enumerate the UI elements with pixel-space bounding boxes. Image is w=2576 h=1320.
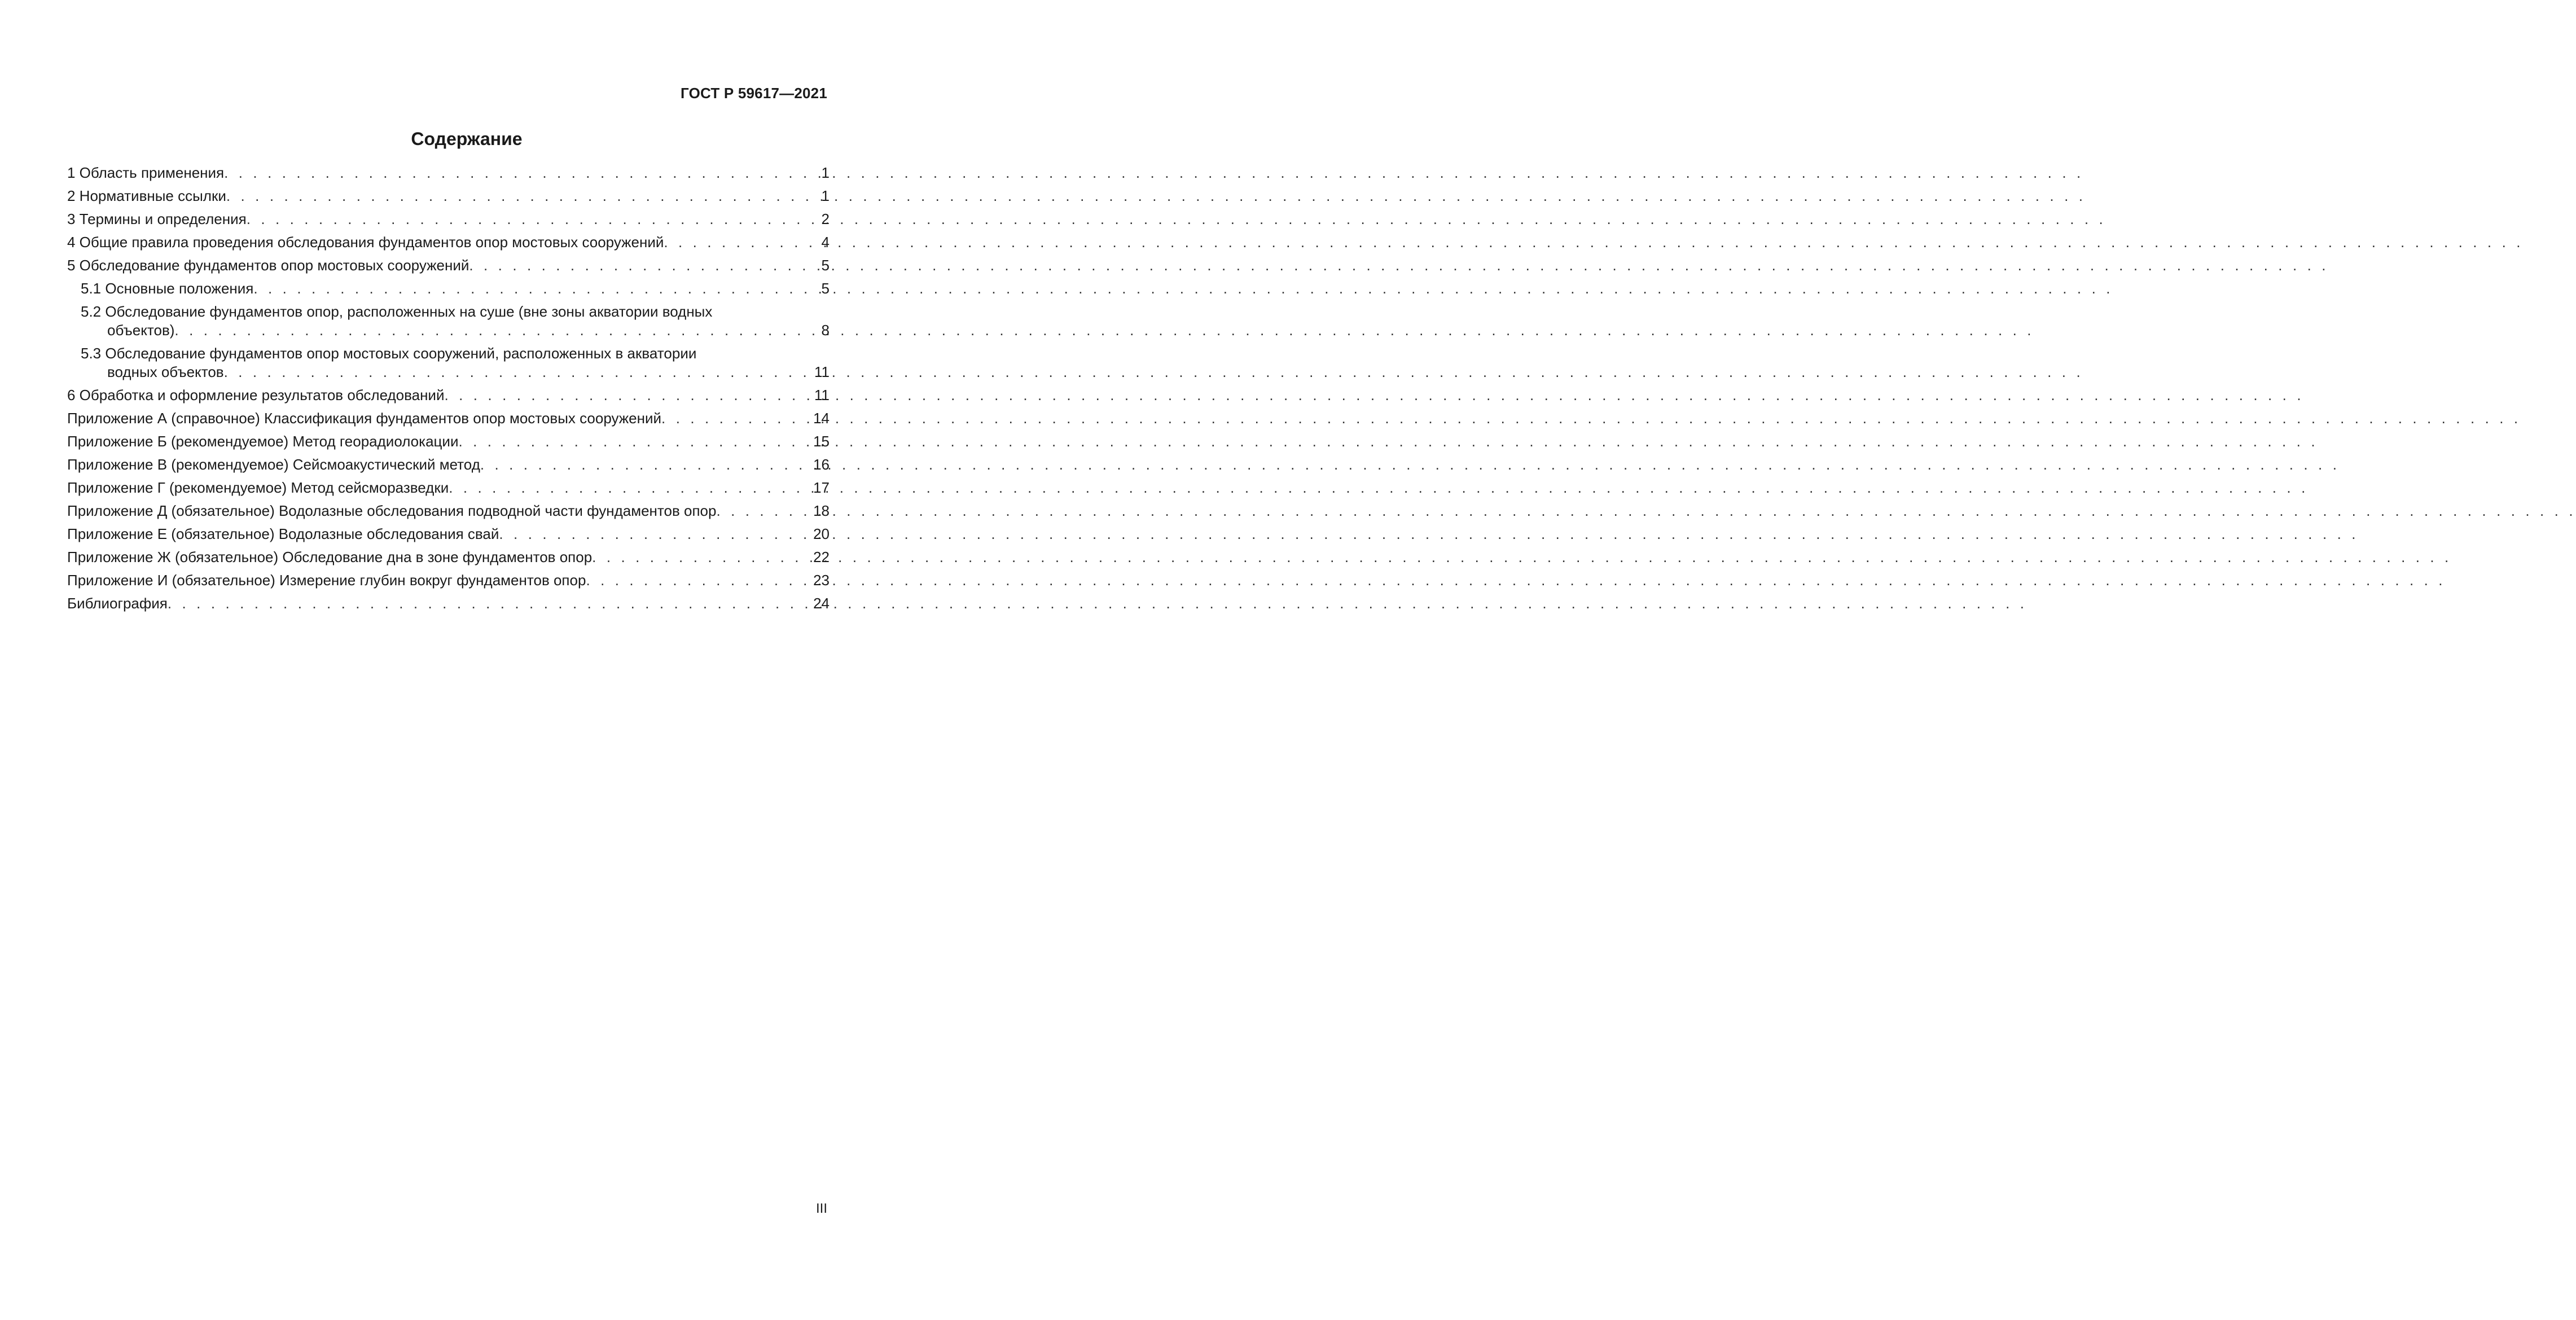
toc-entry-line: [67, 187, 830, 205]
toc-entry-line: [81, 344, 830, 363]
toc-entry-page-number: 5: [821, 257, 830, 274]
dot-leader: [247, 210, 820, 229]
toc-entry[interactable]: [67, 302, 830, 340]
dot-leader: [499, 525, 812, 543]
toc-entry-line: [67, 525, 830, 543]
toc-entry-page-number: 16: [813, 456, 830, 473]
toc-entry-continuation: [81, 321, 830, 340]
toc-entry-label: 5.3 Обследование фундаментов опор мостовых сооружений, расположенных в акватории: [81, 345, 697, 362]
toc-entry-line: [67, 210, 830, 229]
toc-entry[interactable]: [67, 409, 830, 428]
toc-entry[interactable]: [67, 548, 830, 567]
toc-entry-page-number: 17: [813, 479, 830, 496]
toc-entry-line: [67, 571, 830, 590]
toc-entry-line: [67, 409, 830, 428]
toc-entry-label: Приложение В (рекомендуемое) Сейсмоакустический метод: [67, 456, 480, 473]
dot-leader: [586, 571, 812, 590]
toc-entry-continuation: [81, 363, 830, 381]
toc-entry-page-number: 4: [821, 234, 830, 251]
toc-entry[interactable]: [67, 525, 830, 543]
toc-entry-line: [81, 279, 830, 298]
toc-entry-label: 5 Обследование фундаментов опор мостовых сооружений: [67, 257, 469, 274]
toc-entry-text: [67, 432, 830, 451]
toc-entry-page-number: 1: [821, 164, 830, 181]
toc-entry[interactable]: [67, 187, 830, 205]
dot-leader: [224, 363, 813, 381]
toc-entry-page-number: 23: [813, 572, 830, 589]
toc-entry-label: 6 Обработка и оформление результатов обследований: [67, 387, 445, 404]
toc-entry[interactable]: [67, 479, 830, 497]
dot-leader: [716, 502, 812, 520]
toc-entry[interactable]: [67, 455, 830, 474]
dot-leader: [661, 409, 812, 428]
dot-leader: [168, 594, 812, 613]
dot-leader: [174, 321, 820, 340]
toc-entry-page-number: 15: [813, 433, 830, 450]
page-number: III: [815, 1201, 827, 1216]
toc-entry-page-number: 1: [821, 187, 830, 204]
dot-leader: [444, 386, 813, 405]
toc-entry-line: [81, 302, 830, 321]
toc-entry-label: 2 Нормативные ссылки: [67, 187, 226, 204]
toc-entry-text: [81, 344, 830, 381]
toc-entry[interactable]: [67, 502, 830, 520]
toc-entry-page-number: 14: [813, 410, 830, 427]
toc-entry-line: [67, 455, 830, 474]
toc-entry[interactable]: [67, 210, 830, 229]
toc-entry-label: Приложение Б (рекомендуемое) Метод георадиолокации: [67, 433, 459, 450]
toc-entry[interactable]: [67, 594, 830, 613]
toc-entry-text: [67, 164, 830, 182]
dot-leader: [469, 256, 820, 275]
dot-leader: [224, 164, 820, 182]
toc-entry-page-number: 11: [814, 363, 830, 380]
toc-entry-text: [67, 525, 830, 543]
toc-entry-text: [81, 279, 830, 298]
toc-entry[interactable]: [67, 432, 830, 451]
toc-entry-label: Приложение И (обязательное) Измерение глубин вокруг фундаментов опор: [67, 572, 586, 589]
toc-entry-label: 5.2 Обследование фундаментов опор, расположенных на суше (вне зоны акватории водных: [81, 303, 713, 320]
toc-entry-label: Приложение Г (рекомендуемое) Метод сейсморазведки: [67, 479, 449, 496]
toc-entry-text: [67, 386, 830, 405]
toc-entry-line: [67, 386, 830, 405]
toc-entry[interactable]: [67, 256, 830, 275]
toc-entry-page-number: 11: [814, 387, 830, 404]
toc-entry-label: 5.1 Основные положения: [81, 280, 254, 297]
dot-leader: [449, 479, 812, 497]
toc-entry-text: [81, 302, 830, 340]
table-of-contents: [67, 164, 830, 617]
toc-entry-text: [67, 210, 830, 229]
toc-entry-line: [67, 594, 830, 613]
toc-entry-label: объектов): [107, 322, 175, 339]
toc-entry-label: водных объектов: [107, 363, 224, 380]
toc-entry-text: [67, 548, 830, 567]
dot-leader: [226, 187, 820, 205]
dot-leader: [592, 548, 812, 567]
toc-entry-text: [67, 187, 830, 205]
toc-entry-line: [67, 164, 830, 182]
dot-leader: [480, 455, 812, 474]
document-code: ГОСТ Р 59617—2021: [681, 85, 827, 102]
toc-entry-text: [67, 409, 830, 428]
toc-entry-text: [67, 594, 830, 613]
toc-entry-page-number: 2: [821, 211, 830, 227]
toc-entry-text: [67, 571, 830, 590]
toc-entry-text: [67, 479, 830, 497]
toc-title: Содержание: [411, 129, 523, 149]
dot-leader: [253, 279, 820, 298]
toc-entry-label: Приложение А (справочное) Классификация фундаментов опор мостовых сооружений: [67, 410, 662, 427]
toc-entry[interactable]: [67, 164, 830, 182]
toc-entry-page-number: 5: [821, 280, 830, 297]
toc-entry-line: [67, 548, 830, 567]
toc-entry[interactable]: [67, 233, 830, 252]
dot-leader: [458, 432, 812, 451]
toc-entry-text: [67, 455, 830, 474]
toc-entry-label: Приложение Е (обязательное) Водолазные обследования свай: [67, 525, 499, 542]
toc-entry-page-number: 24: [813, 595, 830, 612]
dot-leader: [664, 233, 820, 252]
toc-entry[interactable]: [67, 571, 830, 590]
toc-entry-line: [67, 233, 830, 252]
toc-entry-label: 4 Общие правила проведения обследования фундаментов опор мостовых сооружений: [67, 234, 664, 251]
toc-entry-page-number: 22: [813, 549, 830, 565]
toc-entry-label: Приложение Ж (обязательное) Обследование дна в зоне фундаментов опор: [67, 549, 593, 565]
toc-entry-line: [67, 432, 830, 451]
toc-entry[interactable]: [67, 344, 830, 381]
toc-entry-page-number: 18: [813, 502, 830, 519]
toc-entry-text: [67, 233, 830, 252]
toc-entry-line: [67, 256, 830, 275]
toc-entry[interactable]: [67, 279, 830, 298]
toc-entry-line: [67, 502, 830, 520]
toc-entry-page-number: 8: [821, 322, 830, 339]
toc-entry-page-number: 20: [813, 525, 830, 542]
toc-entry-label: Приложение Д (обязательное) Водолазные обследования подводной части фундаментов опор: [67, 502, 717, 519]
toc-entry-label: 1 Область применения: [67, 164, 225, 181]
toc-entry-label: 3 Термины и определения: [67, 211, 247, 227]
toc-entry-text: [67, 256, 830, 275]
toc-entry-label: Библиография: [67, 595, 168, 612]
toc-entry-line: [67, 479, 830, 497]
toc-entry[interactable]: [67, 386, 830, 405]
toc-entry-text: [67, 502, 830, 520]
